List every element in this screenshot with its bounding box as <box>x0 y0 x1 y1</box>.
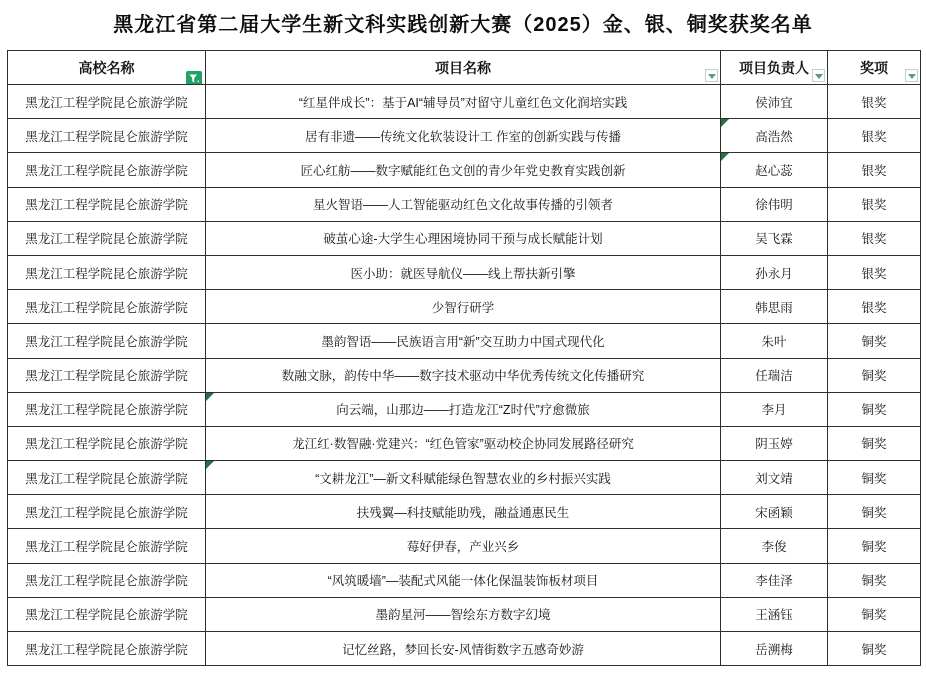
award-cell[interactable]: 银奖 <box>828 119 921 153</box>
award-cell[interactable]: 铜奖 <box>828 529 921 563</box>
leader-cell[interactable]: 李俊 <box>721 529 828 563</box>
project-cell[interactable]: 墨韵智语——民族语言用“新”交互助力中国式现代化 <box>206 324 721 358</box>
school-cell[interactable]: 黑龙江工程学院昆仑旅游学院 <box>8 324 206 358</box>
column-header-award-label: 奖项 <box>860 59 888 76</box>
project-cell[interactable]: 医小助：就医导航仪——线上帮扶新引擎 <box>206 255 721 289</box>
chevron-down-icon <box>708 74 716 79</box>
award-cell[interactable]: 银奖 <box>828 221 921 255</box>
column-header-award[interactable] <box>828 51 921 85</box>
project-cell[interactable]: 匠心红舫——数字赋能红色文创的青少年党史教育实践创新 <box>206 153 721 187</box>
leader-cell[interactable]: 阴玉婷 <box>721 426 828 460</box>
school-cell[interactable]: 黑龙江工程学院昆仑旅游学院 <box>8 461 206 495</box>
table-row <box>8 529 921 563</box>
school-cell[interactable]: 黑龙江工程学院昆仑旅游学院 <box>8 426 206 460</box>
table-row <box>8 392 921 426</box>
school-cell[interactable]: 黑龙江工程学院昆仑旅游学院 <box>8 187 206 221</box>
project-cell[interactable]: 少智行研学 <box>206 290 721 324</box>
project-cell[interactable]: 向云端，山那边——打造龙江“Z时代”疗愈微旅 <box>206 392 721 426</box>
school-cell[interactable]: 黑龙江工程学院昆仑旅游学院 <box>8 392 206 426</box>
project-cell[interactable]: 扶残翼—科技赋能助残，融益通惠民生 <box>206 495 721 529</box>
leader-cell[interactable]: 赵心蕊 <box>721 153 828 187</box>
column-header-leader[interactable] <box>721 51 828 85</box>
award-cell[interactable]: 银奖 <box>828 255 921 289</box>
project-cell[interactable]: 破茧心途-大学生心理困境协同干预与成长赋能计划 <box>206 221 721 255</box>
table-row <box>8 461 921 495</box>
school-cell[interactable]: 黑龙江工程学院昆仑旅游学院 <box>8 529 206 563</box>
table-row <box>8 290 921 324</box>
leader-cell[interactable]: 侯沛宜 <box>721 85 828 119</box>
school-cell[interactable]: 黑龙江工程学院昆仑旅游学院 <box>8 597 206 631</box>
leader-cell[interactable]: 任瑞洁 <box>721 358 828 392</box>
filter-dropdown-award[interactable] <box>905 69 918 82</box>
leader-cell[interactable]: 王涵钰 <box>721 597 828 631</box>
leader-cell[interactable]: 李佳泽 <box>721 563 828 597</box>
award-cell[interactable]: 铜奖 <box>828 324 921 358</box>
funnel-icon <box>189 74 199 84</box>
award-cell[interactable]: 银奖 <box>828 290 921 324</box>
award-cell[interactable]: 铜奖 <box>828 461 921 495</box>
project-cell[interactable]: 星火智语——人工智能驱动红色文化故事传播的引领者 <box>206 187 721 221</box>
school-cell[interactable]: 黑龙江工程学院昆仑旅游学院 <box>8 255 206 289</box>
table-row <box>8 632 921 666</box>
leader-cell[interactable]: 朱叶 <box>721 324 828 358</box>
table-row <box>8 495 921 529</box>
leader-cell[interactable]: 宋函颖 <box>721 495 828 529</box>
leader-cell[interactable]: 韩思雨 <box>721 290 828 324</box>
award-cell[interactable]: 铜奖 <box>828 358 921 392</box>
leader-cell[interactable]: 高浩然 <box>721 119 828 153</box>
leader-cell[interactable]: 徐伟明 <box>721 187 828 221</box>
table-row <box>8 85 921 119</box>
school-cell[interactable]: 黑龙江工程学院昆仑旅游学院 <box>8 221 206 255</box>
table-row <box>8 426 921 460</box>
table-row <box>8 255 921 289</box>
leader-cell[interactable]: 孙永月 <box>721 255 828 289</box>
leader-cell[interactable]: 吴飞霖 <box>721 221 828 255</box>
header-row <box>8 51 921 85</box>
filter-dropdown-project[interactable] <box>705 69 718 82</box>
table-row <box>8 324 921 358</box>
filter-active-icon[interactable] <box>186 71 202 85</box>
school-cell[interactable]: 黑龙江工程学院昆仑旅游学院 <box>8 358 206 392</box>
table-row <box>8 563 921 597</box>
chevron-down-icon <box>815 74 823 79</box>
chevron-down-icon <box>908 74 916 79</box>
project-cell[interactable]: 数融文脉，韵传中华——数字技术驱动中华优秀传统文化传播研究 <box>206 358 721 392</box>
project-cell[interactable]: 龙江红·数智融·党建兴：“红色管家”驱动校企协同发展路径研究 <box>206 426 721 460</box>
award-cell[interactable]: 铜奖 <box>828 392 921 426</box>
table-body <box>8 85 921 666</box>
leader-cell[interactable]: 岳溯梅 <box>721 632 828 666</box>
award-cell[interactable]: 铜奖 <box>828 632 921 666</box>
filter-dropdown-leader[interactable] <box>812 69 825 82</box>
project-cell[interactable]: “文耕龙江”—新文科赋能绿色智慧农业的乡村振兴实践 <box>206 461 721 495</box>
award-cell[interactable]: 铜奖 <box>828 563 921 597</box>
school-cell[interactable]: 黑龙江工程学院昆仑旅游学院 <box>8 495 206 529</box>
column-header-project[interactable] <box>206 51 721 85</box>
table-row <box>8 153 921 187</box>
column-header-school-label: 高校名称 <box>78 59 135 76</box>
school-cell[interactable]: 黑龙江工程学院昆仑旅游学院 <box>8 632 206 666</box>
award-cell[interactable]: 银奖 <box>828 153 921 187</box>
project-cell[interactable]: “红星伴成长”：基于AI“辅导员”对留守儿童红色文化润培实践 <box>206 85 721 119</box>
column-header-school[interactable] <box>8 51 206 85</box>
award-cell[interactable]: 铜奖 <box>828 597 921 631</box>
table-row <box>8 597 921 631</box>
project-cell[interactable]: “风筑暖墙”—装配式风能一体化保温装饰板材项目 <box>206 563 721 597</box>
awards-table <box>7 50 921 666</box>
table-row <box>8 119 921 153</box>
table-row <box>8 358 921 392</box>
school-cell[interactable]: 黑龙江工程学院昆仑旅游学院 <box>8 119 206 153</box>
award-cell[interactable]: 铜奖 <box>828 426 921 460</box>
school-cell[interactable]: 黑龙江工程学院昆仑旅游学院 <box>8 85 206 119</box>
column-header-leader-label: 项目负责人 <box>739 59 809 76</box>
project-cell[interactable]: 莓好伊春，产业兴乡 <box>206 529 721 563</box>
table-row <box>8 187 921 221</box>
leader-cell[interactable]: 刘文靖 <box>721 461 828 495</box>
school-cell[interactable]: 黑龙江工程学院昆仑旅游学院 <box>8 153 206 187</box>
award-cell[interactable]: 银奖 <box>828 85 921 119</box>
project-cell[interactable]: 记忆丝路，梦回长安-风情街数字五感奇妙游 <box>206 632 721 666</box>
school-cell[interactable]: 黑龙江工程学院昆仑旅游学院 <box>8 290 206 324</box>
table-row <box>8 221 921 255</box>
column-header-project-label: 项目名称 <box>435 59 491 76</box>
page-title: 黑龙江省第二届大学生新文科实践创新大赛（2025）金、银、铜奖获奖名单 <box>113 14 813 36</box>
project-cell[interactable]: 墨韵星河——智绘东方数字幻境 <box>206 597 721 631</box>
award-cell[interactable]: 铜奖 <box>828 495 921 529</box>
project-cell[interactable]: 居有非遗——传统文化软装设计工 作室的创新实践与传播 <box>206 119 721 153</box>
leader-cell[interactable]: 李月 <box>721 392 828 426</box>
award-cell[interactable]: 银奖 <box>828 187 921 221</box>
school-cell[interactable]: 黑龙江工程学院昆仑旅游学院 <box>8 563 206 597</box>
